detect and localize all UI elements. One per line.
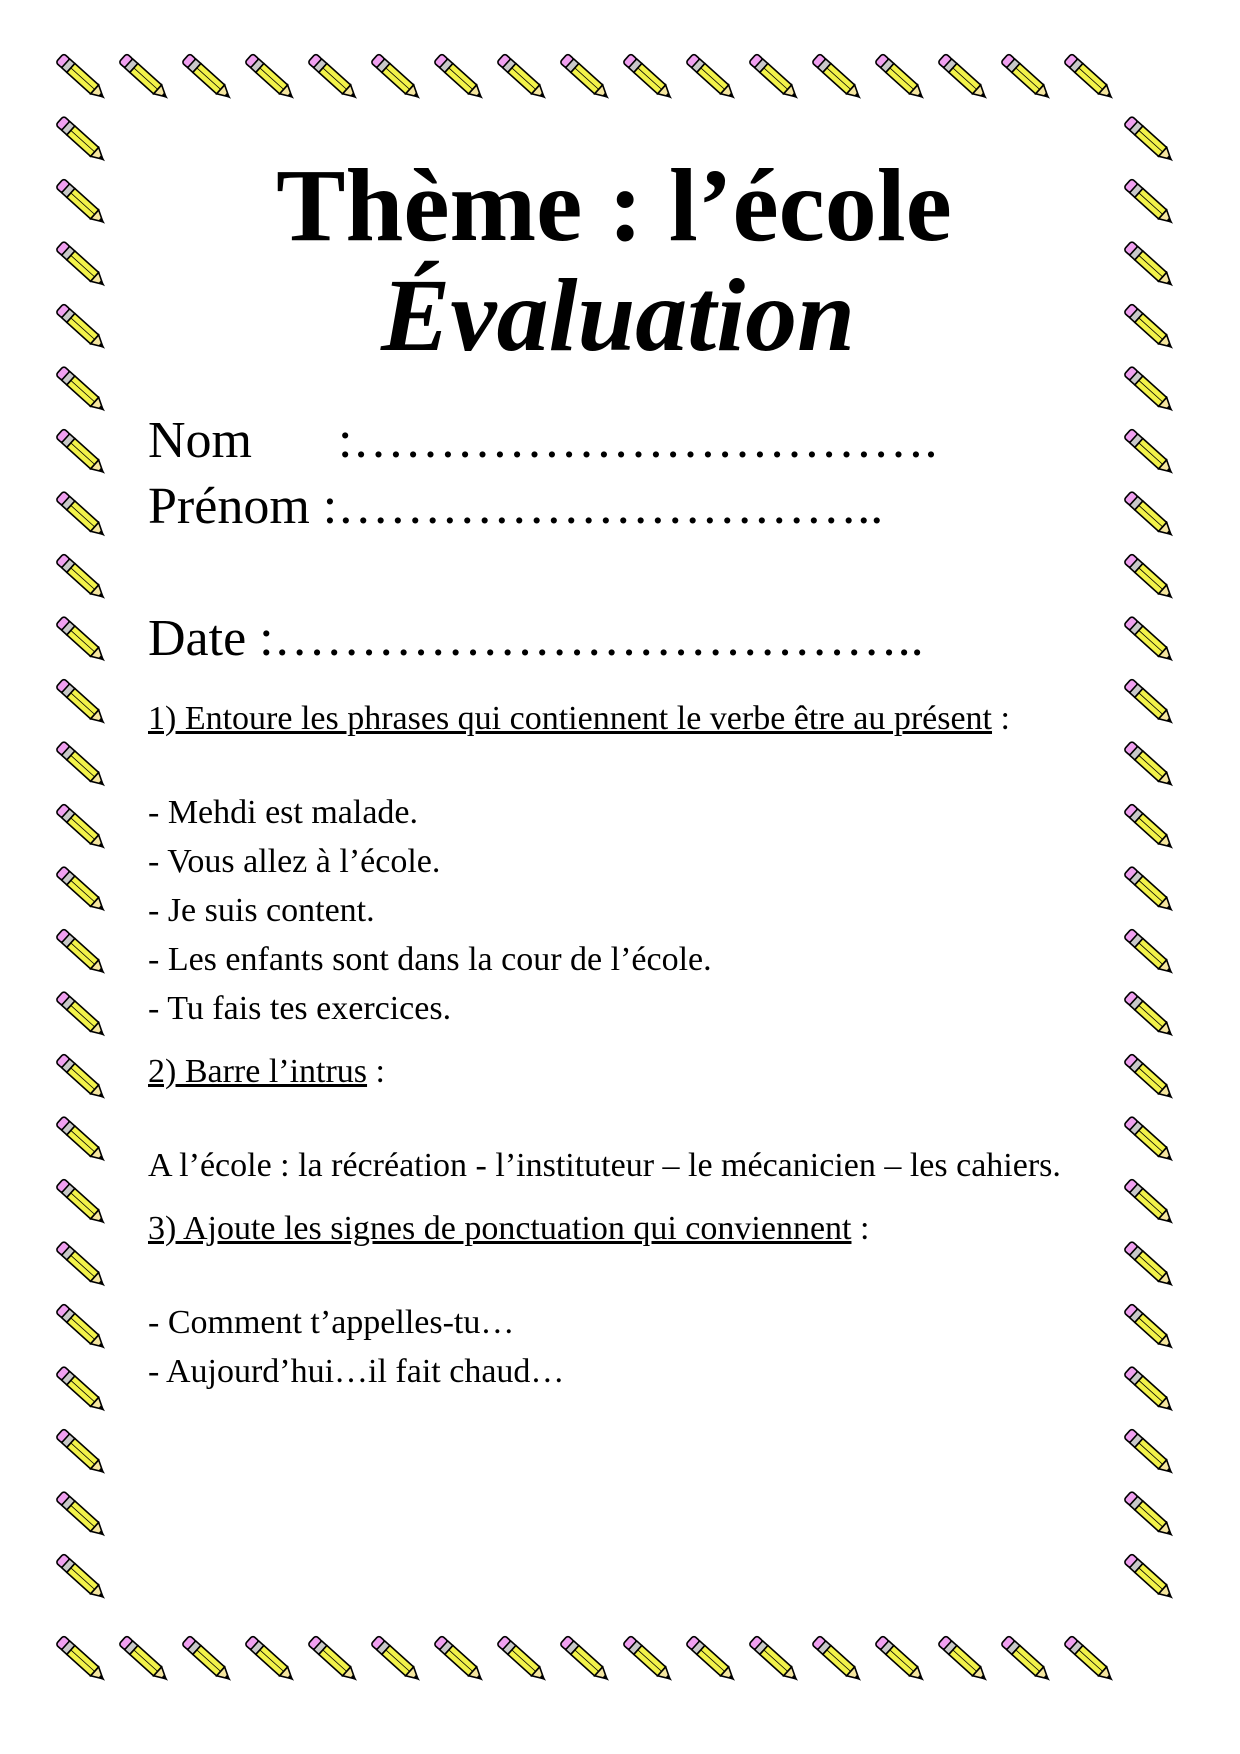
pencil-icon: [434, 53, 487, 103]
question-2-heading: 2) Barre l’intrus: [148, 1053, 368, 1090]
pencil-icon: [686, 53, 739, 103]
pencil-icon: [1124, 116, 1177, 166]
pencil-icon: [56, 366, 109, 416]
pencil-icon: [1124, 928, 1177, 978]
question-1-suffix: :: [992, 700, 1010, 737]
pencil-icon: [1124, 616, 1177, 666]
pencil-icon: [1124, 491, 1177, 541]
pencil-icon: [119, 53, 172, 103]
pencil-icon: [56, 53, 109, 103]
pencil-icon: [308, 53, 361, 103]
question-3: [148, 1206, 1088, 1252]
pencil-icon: [56, 553, 109, 603]
pencil-icon: [938, 1635, 991, 1685]
pencil-icon: [1124, 741, 1177, 791]
question-2-suffix: :: [367, 1053, 385, 1090]
pencil-icon: [56, 866, 109, 916]
nom-field[interactable]: [148, 408, 1088, 474]
pencil-icon: [56, 1635, 109, 1685]
pencil-icon: [56, 1053, 109, 1103]
date-field[interactable]: [148, 606, 1088, 672]
pencil-icon: [1064, 1635, 1117, 1685]
question-1-list: [148, 788, 1088, 1033]
pencil-icon: [56, 116, 109, 166]
pencil-icon: [1064, 53, 1117, 103]
question-2-text[interactable]: A l’école : la récréation - l’instituteur – le mécanicien – les cahiers.: [148, 1147, 1061, 1184]
pencil-icon: [1124, 366, 1177, 416]
list-item[interactable]: - Vous allez à l’école.: [148, 843, 441, 880]
pencil-icon: [56, 1116, 109, 1166]
pencil-icon: [56, 178, 109, 228]
pencil-icon: [56, 678, 109, 728]
question-3-heading: 3) Ajoute les signes de ponctuation qui conviennent: [148, 1210, 852, 1247]
pencil-icon: [875, 53, 928, 103]
pencil-icon: [1124, 1366, 1177, 1416]
pencil-icon: [119, 1635, 172, 1685]
pencil-icon: [812, 53, 865, 103]
pencil-icon: [56, 303, 109, 353]
pencil-icon: [1124, 1053, 1177, 1103]
pencil-icon: [56, 928, 109, 978]
nom-label: Nom: [148, 412, 252, 469]
pencil-icon: [56, 1241, 109, 1291]
pencil-icon: [56, 616, 109, 666]
question-3-suffix: :: [851, 1210, 870, 1247]
question-2: [148, 1049, 1088, 1095]
pencil-icon: [1124, 866, 1177, 916]
pencil-icon: [56, 991, 109, 1041]
pencil-icon: [1001, 1635, 1054, 1685]
pencil-icon: [56, 241, 109, 291]
pencil-icon: [497, 1635, 550, 1685]
pencil-icon: [56, 1366, 109, 1416]
pencil-icon: [1124, 803, 1177, 853]
nom-line: :…………………………….: [338, 412, 938, 469]
pencil-icon: [1124, 553, 1177, 603]
pencil-icon: [56, 1178, 109, 1228]
pencil-icon: [56, 741, 109, 791]
pencil-icon: [749, 53, 802, 103]
pencil-icon: [1124, 178, 1177, 228]
list-item[interactable]: - Aujourd’hui…il fait chaud…: [148, 1353, 565, 1390]
question-3-list: [148, 1298, 1088, 1396]
pencil-icon: [1124, 1303, 1177, 1353]
pencil-icon: [308, 1635, 361, 1685]
worksheet: [148, 150, 1088, 1396]
pencil-icon: [1124, 241, 1177, 291]
list-item[interactable]: - Je suis content.: [148, 892, 375, 929]
pencil-icon: [1001, 53, 1054, 103]
pencil-icon: [1124, 678, 1177, 728]
pencil-icon: [182, 53, 235, 103]
question-1-heading: 1) Entoure les phrases qui contiennent le verbe être au présent: [148, 700, 993, 737]
pencil-icon: [245, 53, 298, 103]
date-label: Date: [148, 610, 247, 667]
pencil-icon: [56, 1428, 109, 1478]
pencil-icon: [371, 1635, 424, 1685]
page-subtitle: Évaluation: [381, 258, 855, 373]
question-1: [148, 696, 1088, 742]
pencil-icon: [56, 1491, 109, 1541]
pencil-icon: [56, 1553, 109, 1603]
pencil-icon: [182, 1635, 235, 1685]
pencil-icon: [749, 1635, 802, 1685]
prenom-line: :…………………………..: [322, 478, 884, 535]
pencil-icon: [1124, 1241, 1177, 1291]
list-item[interactable]: - Mehdi est malade.: [148, 794, 419, 831]
pencil-icon: [434, 1635, 487, 1685]
pencil-icon: [1124, 428, 1177, 478]
pencil-icon: [56, 1303, 109, 1353]
list-item[interactable]: - Tu fais tes exercices.: [148, 990, 452, 1027]
pencil-icon: [1124, 1491, 1177, 1541]
pencil-icon: [1124, 991, 1177, 1041]
pencil-icon: [1124, 1116, 1177, 1166]
pencil-icon: [56, 491, 109, 541]
pencil-icon: [560, 1635, 613, 1685]
pencil-icon: [497, 53, 550, 103]
pencil-icon: [623, 53, 676, 103]
pencil-icon: [560, 53, 613, 103]
pencil-icon: [56, 803, 109, 853]
pencil-icon: [623, 1635, 676, 1685]
prenom-label: Prénom: [148, 478, 310, 535]
list-item[interactable]: - Comment t’appelles-tu…: [148, 1304, 515, 1341]
date-line: :………………………………..: [259, 610, 924, 667]
pencil-icon: [1124, 1553, 1177, 1603]
pencil-icon: [56, 428, 109, 478]
pencil-icon: [812, 1635, 865, 1685]
pencil-icon: [938, 53, 991, 103]
page-title: Thème : l’école: [276, 148, 952, 263]
prenom-field[interactable]: [148, 474, 1088, 540]
pencil-icon: [875, 1635, 928, 1685]
pencil-icon: [1124, 1428, 1177, 1478]
pencil-icon: [1124, 303, 1177, 353]
pencil-icon: [371, 53, 424, 103]
pencil-icon: [1124, 1178, 1177, 1228]
list-item[interactable]: - Les enfants sont dans la cour de l’école.: [148, 941, 712, 978]
pencil-icon: [686, 1635, 739, 1685]
pencil-icon: [245, 1635, 298, 1685]
